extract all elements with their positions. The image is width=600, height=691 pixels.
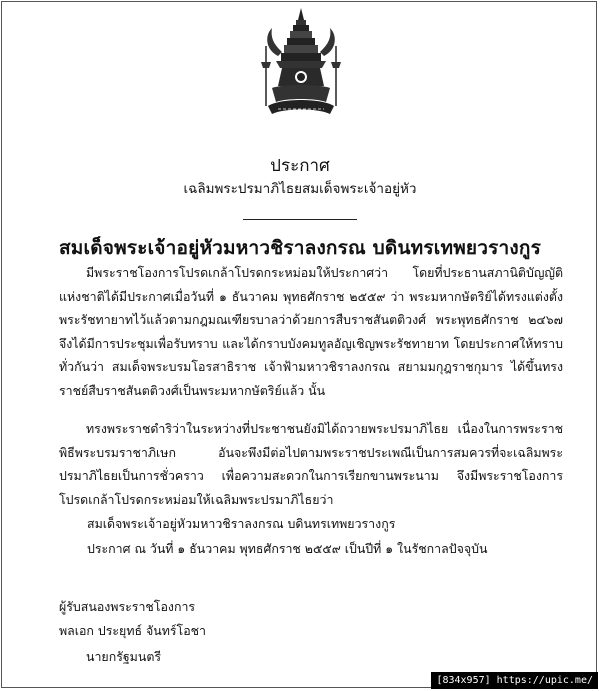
countersign-label: ผู้รับสนองพระราชโองการ xyxy=(59,599,196,614)
image-host-watermark: [834x957] https://upic.me/ xyxy=(431,672,598,689)
announcement-subtitle: เฉลิมพระปรมาภิไธยสมเด็จพระเจ้าอยู่หัว xyxy=(183,181,417,197)
title-divider xyxy=(243,219,357,220)
royal-name-line: สมเด็จพระเจ้าอยู่หัวมหาวชิราลงกรณ บดินทรเทพยวรางกูร xyxy=(87,516,396,531)
announcement-date: ประกาศ ณ วันที่ ๑ ธันวาคม พุทธศักราช ๒๕๕๙ เป็นปีที่ ๑ ในรัชกาลปัจจุบัน xyxy=(87,541,488,556)
royal-emblem-icon xyxy=(258,6,344,126)
king-name-heading: สมเด็จพระเจ้าอยู่หัวมหาวชิราลงกรณ บดินทรเทพยวรางกูร xyxy=(58,237,541,259)
countersign-title: นายกรัฐมนตรี xyxy=(86,649,162,664)
countersign-name: พลเอก ประยุทธ์ จันทร์โอชา xyxy=(59,623,206,638)
announcement-paragraph-2: ทรงพระราชดำริว่าในระหว่างที่ประชาชนยังมิได้ถวายพระปรมาภิไธย เนื่องในการพระราชพิธีพระบรมราชาภิเษก อันจะพึงมีต่อไปตามพระราชประเพณีเป็นการสมควรที่จะเฉลิมพระปรมาภิไธยเป็นการชั่วคราว เพื่อความสะดวกในการเรียกขานพระนาม จึงมีพระราชโองการโปรดเกล้าโปรดกระหม่อมให้เฉลิมพระปรมาภิไธยว่า xyxy=(59,421,563,507)
announcement-title: ประกาศ xyxy=(270,156,330,176)
announcement-paragraph-1: มีพระราชโองการโปรดเกล้าโปรดกระหม่อมให้ประกาศว่า โดยที่ประธานสภานิติบัญญัติแห่งชาติได้มีประกาศเมื่อวันที่ ๑ ธันวาคม พุทธศักราช ๒๕๕๙ ว่า พระมหากษัตริย์ได้ทรงแต่งตั้งพระรัชทายาทไว้แล้วตามกฎมณเฑียรบาลว่าด้วยการสืบราชสันตติวงศ์ พระพุทธศักราช ๒๔๖๗ จึงได้มีการประชุมเพื่อรับทราบ และได้กราบบังคมทูลอัญเชิญพระรัชทายาท โดยประกาศให้ทราบทั่วกันว่า สมเด็จพระบรมโอรสาธิราช เจ้าฟ้ามหาวชิราลงกรณ สยามมกุฎราชกุมาร ได้ขึ้นทรงราชย์สืบราชสันตติวงศ์เป็นพระมหากษัตริย์แล้ว นั้น xyxy=(59,265,563,398)
